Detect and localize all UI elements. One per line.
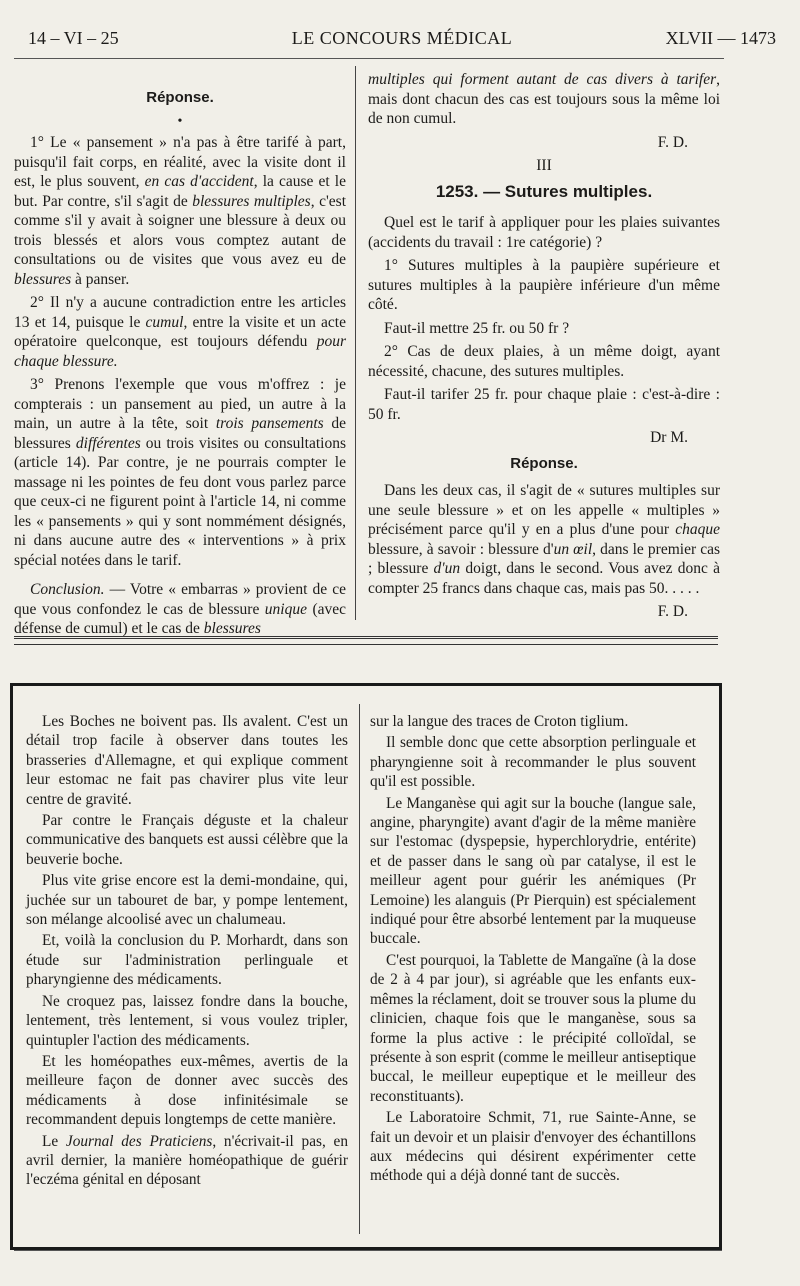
- advert-left-column: [26, 712, 348, 1192]
- advert-right-paragraph-3: Le Manganèse qui agit sur la bouche (langue sale, angine, pharyngite) avant d'agir de la même manière sur l'estomac (dyspepsie, hyperchlorydrie, entérite) et de passer dans le sang où par catalyse, il est le meilleur agent pour guérir les anémiques (Pr Lemoine) les alanguis (Pr Pierquin) est spécialement indiqué pour être absorbé lentement par la muqueuse buccale.: [370, 794, 696, 948]
- paragraph-2: 2° Il n'y a aucune contradiction entre les articles 13 et 14, puisque le cumul, entre la visite et un acte opératoire quelconque, est toujours défendu pour chaque blessure.: [14, 294, 346, 370]
- advert-paragraph-3: Plus vite grise encore est la demi-mondaine, qui, juchée sur un tabouret de bar, y pompe lentement, son mélange alcoolisé avec un chalumeau.: [26, 872, 348, 929]
- conclusion-paragraph: Conclusion. — Votre « embarras » provient de ce que vous confondez le cas de blessure unique (avec défense de cumul) et le cas de blessures: [14, 581, 346, 637]
- reponse-paragraph: Dans les deux cas, il s'agit de « sutures multiples sur une seule blessure » et on les appelle « multiples » précisément parce qu'il y en a plus d'une pour chaque blessure, à savoir : blessure d'un œil, dans le premier cas ; blessure d'un doigt, dans le second. Vous avez donc à compter 25 francs dans chaque cas, mais pas 50. . . . .: [368, 482, 720, 597]
- header-rule: [14, 58, 724, 59]
- paragraph-1: 1° Le « pansement » n'a pas à être tarifé à part, puisqu'il fait corps, en réalité, avec la visite dont il est, le plus souvent, en cas d'accident, la cause et le but. Par contre, s'il s'agit de blessures multiples, c'est comme s'il y avait à soigner une blessure à deux ou trois blessés et alors vous comptez autant de consultations ou de visites que vous avez eu de blessures à panser.: [14, 134, 347, 288]
- advert-paragraph-2: Par contre le Français déguste et la chaleur communicative des banquets est aussi célèbre que la beuverie boche.: [26, 812, 348, 868]
- advert-paragraph-4: Et, voilà la conclusion du P. Morhardt, dans son étude sur l'administration perlinguale et pharyngienne des médicaments.: [26, 932, 348, 989]
- advert-right-column: [370, 712, 696, 1188]
- article-title: 1253. — Sutures multiples.: [435, 181, 653, 201]
- signature-fd-2: F. D.: [657, 603, 688, 620]
- question-case-2: 2° Cas de deux plaies, à un même doigt, ayant nécessité, chacune, des sutures multiples.: [368, 343, 720, 380]
- column-divider: [355, 66, 356, 620]
- advert-right-paragraph-4: C'est pourquoi, la Tablette de Mangaïne (à la dose de 2 à 4 par jour), si agréable que les enfants eux-mêmes la réclament, doit se trouver sous la plume du clinicien, chaque fois que le manganèse, sous sa forme la plus active : le précipité colloïdal, se présente à son esprit (comme le meilleur antiseptique buccal, le meilleur eupeptique et le meilleur des reconstituants).: [370, 951, 696, 1105]
- advert-column-divider: [359, 704, 360, 1234]
- advert-paragraph-1: Les Boches ne boivent pas. Ils avalent. C'est un détail trop facile à observer dans toutes les brasseries d'Allemagne, et qui explique comment leur estomac ne fait pas chavirer plus vite leur centre de gravité.: [26, 713, 348, 808]
- page-number: XLVII — 1473: [665, 28, 776, 48]
- reponse-heading: Réponse.: [146, 89, 214, 106]
- signature-fd: F. D.: [657, 133, 688, 151]
- section-rule-top: [14, 636, 718, 639]
- question-intro: Quel est le tarif à appliquer pour les plaies suivantes (accidents du travail : 1re catégorie) ?: [368, 214, 720, 251]
- advert-paragraph-5: Ne croquez pas, laissez fondre dans la bouche, lentement, très lentement, si vous voulez tripler, quintupler l'action des médicaments.: [26, 992, 348, 1049]
- reponse-heading-2: Réponse.: [510, 454, 578, 472]
- section-rule-bottom: [14, 644, 718, 645]
- bottom-rule: [14, 1250, 722, 1251]
- header-date: 14 – VI – 25: [28, 28, 119, 48]
- question-amount-2: Faut-il tarifer 25 fr. pour chaque plaie : c'est-à-dire : 50 fr.: [368, 386, 720, 423]
- advert-paragraph-7: Le Journal des Praticiens, n'écrivait-il pas, en avril dernier, la manière homéopathique de guérir l'eczéma génital en déposant: [26, 1132, 348, 1189]
- conclusion-label: Conclusion.: [30, 581, 105, 598]
- left-column: [14, 82, 346, 643]
- section-number: III: [536, 157, 552, 174]
- continuation-paragraph: multiples qui forment autant de cas divers à tarifer, mais dont chacun des cas est toujours sous la même loi de non cumul.: [368, 71, 720, 127]
- running-header: [28, 28, 776, 54]
- question-amount-1: Faut-il mettre 25 fr. ou 50 fr ?: [384, 319, 570, 337]
- journal-title: LE CONCOURS MÉDICAL: [291, 28, 513, 48]
- question-case-1: 1° Sutures multiples à la paupière supérieure et sutures multiples à la paupière inférieure d'un même côté.: [368, 257, 720, 313]
- right-column: [368, 70, 720, 626]
- advert-right-paragraph-1: sur la langue des traces de Croton tiglium.: [370, 713, 629, 730]
- advert-paragraph-6: Et les homéopathes eux-mêmes, avertis de la meilleure façon de donner avec succès des médicaments à dose infinitésimale se recommandent depuis longtemps de cette manière.: [26, 1052, 348, 1129]
- ornament-dot: •: [177, 113, 183, 129]
- signature-dr-m: Dr M.: [650, 429, 688, 446]
- paragraph-3: 3° Prenons l'exemple que vous m'offrez : je compterais : un pansement au pied, un autre à la main, un autre à la tête, soit trois pansements de blessures différentes ou trois visites ou consultations (article 14). Par contre, je ne pourrais compter le massage ni les pointes de feu dont vous parlez parce que ceux-ci ne figurent point à l'article 14, ni comme les « pansements » qui y sont nommément désignés, ni dans aucune autre des « interventions » à prix spécial notées dans le tarif.: [14, 376, 347, 569]
- advert-right-paragraph-2: Il semble donc que cette absorption perlinguale et pharyngienne soit à recommander le plus souvent qu'il est possible.: [370, 734, 696, 791]
- advert-right-paragraph-5: Le Laboratoire Schmit, 71, rue Sainte-Anne, se fait un devoir et un plaisir d'envoyer des échantillons aux médecins qui désirent expérimenter cette méthode qui a déjà donné tant de succès.: [370, 1109, 696, 1185]
